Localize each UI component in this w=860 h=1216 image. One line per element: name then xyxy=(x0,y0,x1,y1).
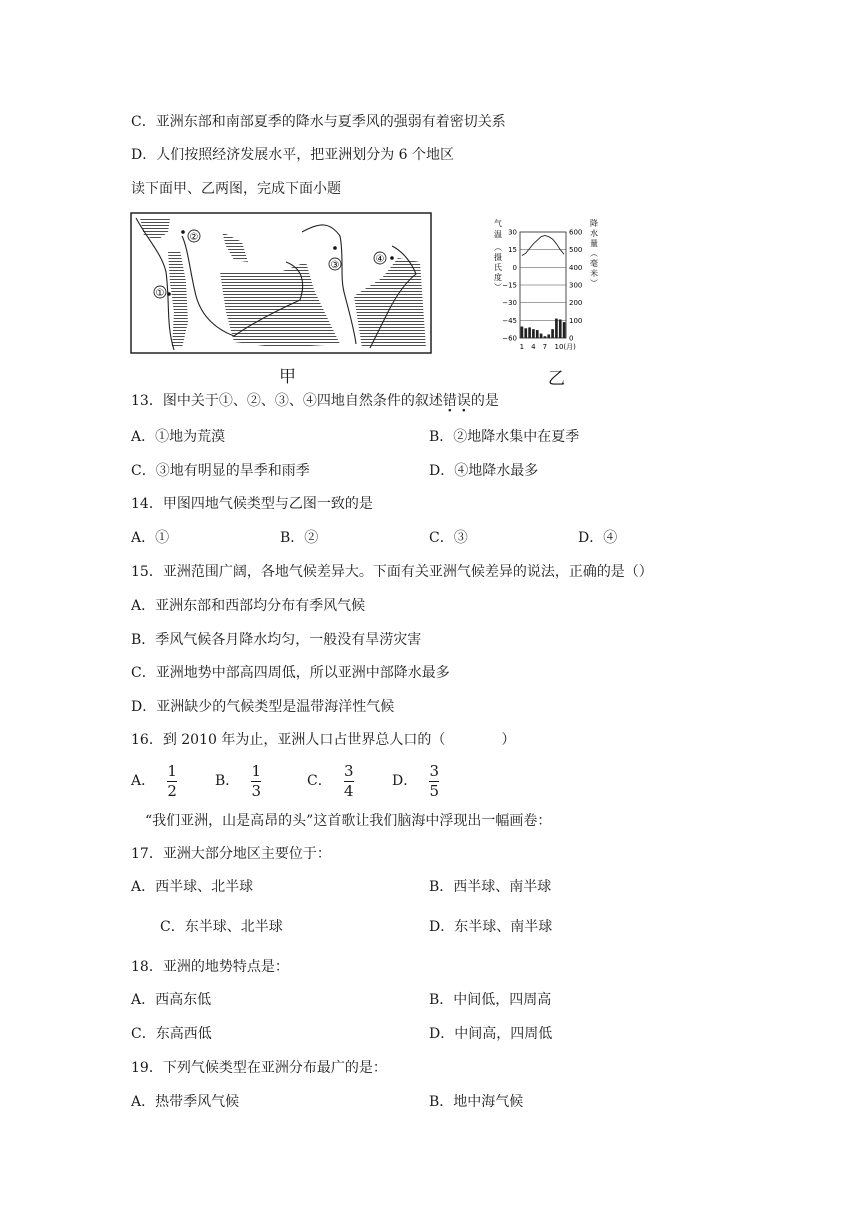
x-tick-label: 10(月) xyxy=(554,343,576,351)
q18-option-b: B．中间低，四周高 xyxy=(429,992,552,1008)
figure-caption-yi: 乙 xyxy=(548,369,565,389)
q16-b-fraction xyxy=(251,763,261,800)
right-tick-label: 0 xyxy=(569,334,574,343)
q16-c-label: C． xyxy=(307,773,332,789)
right-axis-title-1: 降 xyxy=(590,219,598,228)
q17-option-c: C．东半球、北半球 xyxy=(160,919,283,935)
q16-option-c xyxy=(307,762,354,800)
left-axis-title-3: ︵ xyxy=(494,243,502,252)
question-19-stem: 19．下列气候类型在亚洲分布最广的是： xyxy=(131,1060,387,1076)
precip-bar xyxy=(544,336,547,338)
q17-option-d: D．东半球、南半球 xyxy=(429,919,553,935)
climate-chart-yi xyxy=(490,216,610,362)
question-15-stem: 15．亚洲范围广阔，各地气候差异大。下面有关亚洲气候差异的说法，正确的是（） xyxy=(131,564,653,580)
map-figure-jia xyxy=(130,212,432,354)
left-axis-title-4: 摄 xyxy=(494,253,502,262)
q16-d-fraction xyxy=(429,763,439,800)
precip-bar xyxy=(540,334,543,338)
q15-option-a: A．亚洲东部和西部均分布有季风气候 xyxy=(131,598,366,614)
right-tick-label: 100 xyxy=(569,316,583,325)
left-axis-title-5: 氏 xyxy=(494,263,502,272)
q19-option-a: A．热带季风气候 xyxy=(131,1094,240,1110)
q14-option-d: D．④ xyxy=(578,530,618,546)
left-tick-label: −45 xyxy=(502,316,517,325)
q16-c-denominator: 4 xyxy=(343,781,354,800)
reading-prompt: 读下面甲、乙两图，完成下面小题 xyxy=(131,181,341,197)
q16-b-numerator: 1 xyxy=(251,761,262,780)
right-tick-label: 600 xyxy=(569,228,583,237)
right-axis-title-6: 米 xyxy=(590,269,598,278)
q16-d-label: D． xyxy=(392,773,418,789)
q16-a-label: A． xyxy=(131,773,156,789)
q16-option-d xyxy=(392,762,439,800)
x-tick-label: 4 xyxy=(531,343,536,351)
right-axis-title-4: ︵ xyxy=(590,249,598,258)
q15-option-d: D．亚洲缺少的气候类型是温带海洋性气候 xyxy=(131,699,395,715)
question-17-stem: 17．亚洲大部分地区主要位于： xyxy=(131,846,331,862)
q15-option-c: C．亚洲地势中部高四周低，所以亚洲中部降水最多 xyxy=(131,665,450,681)
q18-option-a: A．西高东低 xyxy=(131,992,212,1008)
q13-option-b: B．②地降水集中在夏季 xyxy=(429,429,580,445)
right-axis-title-5: 毫 xyxy=(590,259,598,268)
q16-a-fraction xyxy=(167,763,177,800)
q16-c-numerator: 3 xyxy=(343,761,354,780)
map-label-3: ③ xyxy=(330,260,340,271)
q13-emphasis-1: 错 xyxy=(442,393,457,409)
q16-option-a xyxy=(131,762,177,800)
option-12c: C．亚洲东部和南部夏季的降水与夏季风的强弱有着密切关系 xyxy=(131,114,506,130)
left-axis-title-6: 度 xyxy=(494,273,502,282)
q13-option-c: C．③地有明显的旱季和雨季 xyxy=(131,463,310,479)
q13-option-d: D．④地降水最多 xyxy=(429,463,539,479)
question-18-stem: 18．亚洲的地势特点是： xyxy=(131,959,289,975)
q16-d-numerator: 3 xyxy=(429,761,439,780)
right-tick-label: 200 xyxy=(569,299,583,308)
q14-option-c: C．③ xyxy=(429,530,468,546)
precip-bar xyxy=(551,329,554,338)
precip-bar xyxy=(555,319,558,338)
right-tick-label: 500 xyxy=(569,246,583,255)
right-tick-label: 400 xyxy=(569,263,583,272)
q14-option-a: A．① xyxy=(131,530,170,546)
precip-bar xyxy=(524,328,527,338)
q18-option-c: C．东高西低 xyxy=(131,1026,212,1042)
right-axis-title-7: ︶ xyxy=(590,279,598,288)
left-tick-label: −15 xyxy=(502,281,517,290)
right-axis-title-2: 水 xyxy=(590,229,598,238)
temperature-line xyxy=(522,236,564,256)
q13-option-a: A．①地为荒漠 xyxy=(131,429,226,445)
left-tick-label: −60 xyxy=(502,334,517,343)
left-tick-label: 30 xyxy=(508,228,517,237)
map-label-2: ② xyxy=(189,232,199,243)
precip-bar xyxy=(563,322,566,338)
q13-stem-pre: 13．图中关于①、②、③、④四地自然条件的叙述 xyxy=(131,393,443,409)
q17-option-b: B．西半球、南半球 xyxy=(429,879,552,895)
q16-option-b xyxy=(215,762,261,800)
option-12d: D．人们按照经济发展水平，把亚洲划分为 6 个地区 xyxy=(131,147,455,163)
right-axis-title-3: 量 xyxy=(590,239,598,248)
q13-emphasis-2: 误 xyxy=(456,393,471,409)
question-16-stem: 16．到 2010 年为止，亚洲人口占世界总人口的（ ） xyxy=(131,732,516,748)
precip-bar xyxy=(536,330,539,338)
q19-option-b: B．地中海气候 xyxy=(429,1094,524,1110)
left-axis-title-1: 气 xyxy=(494,219,502,228)
x-tick-label: 1 xyxy=(519,343,525,351)
precip-bar xyxy=(528,327,531,338)
question-14-stem: 14．甲图四地气候类型与乙图一致的是 xyxy=(131,496,373,512)
song-intro: “我们亚洲，山是高昂的头”这首歌让我们脑海中浮现出一幅画卷： xyxy=(145,813,552,829)
left-axis-title-7: ︶ xyxy=(494,283,502,292)
q16-b-label: B． xyxy=(215,773,240,789)
precip-bar xyxy=(547,334,550,338)
map-label-1: ① xyxy=(155,288,165,299)
figure-caption-jia: 甲 xyxy=(279,367,296,387)
question-13-stem xyxy=(131,392,499,410)
left-tick-label: 15 xyxy=(508,246,517,255)
q13-stem-post: 的是 xyxy=(470,393,499,409)
q15-option-b: B．季风气候各月降水均匀，一般没有旱涝灾害 xyxy=(131,632,422,648)
map-label-4: ④ xyxy=(375,254,385,265)
q16-b-denominator: 3 xyxy=(251,781,262,800)
x-tick-label: 7 xyxy=(542,343,548,351)
q16-c-fraction xyxy=(344,763,354,800)
precip-bar xyxy=(532,329,535,338)
left-axis-title-2: 温 xyxy=(494,230,502,239)
q16-a-denominator: 2 xyxy=(167,781,177,800)
precip-bar xyxy=(521,327,524,338)
q16-a-numerator: 1 xyxy=(167,761,177,780)
precip-bar xyxy=(559,319,562,338)
left-tick-label: −30 xyxy=(502,299,517,308)
left-tick-label: 0 xyxy=(512,263,517,272)
q14-option-b: B．② xyxy=(280,530,319,546)
q18-option-d: D．中间高，四周低 xyxy=(429,1026,553,1042)
right-tick-label: 300 xyxy=(569,281,583,290)
q16-d-denominator: 5 xyxy=(429,781,439,800)
q17-option-a: A．西半球、北半球 xyxy=(131,879,254,895)
